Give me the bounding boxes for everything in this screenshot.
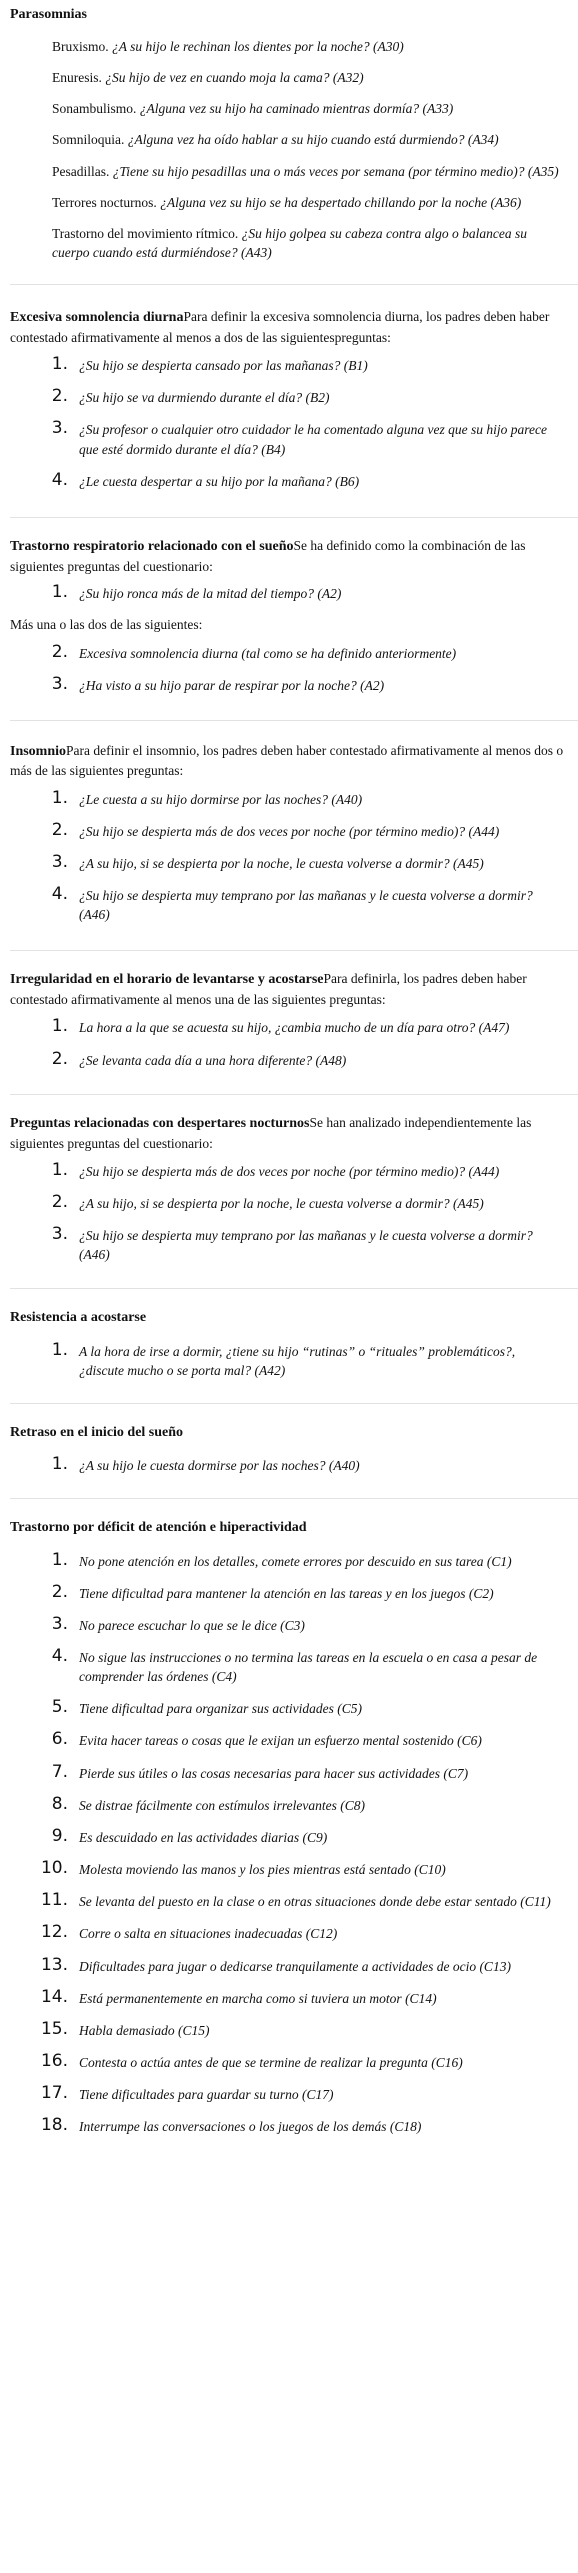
item-number: 1. xyxy=(51,581,68,602)
item-number: 2. xyxy=(51,642,68,663)
list-item xyxy=(10,676,572,695)
item-text: ¿Se levanta cada día a una hora diferente? (A48) xyxy=(79,1052,347,1068)
section-lead xyxy=(10,969,572,1009)
item-text: Excesiva somnolencia diurna (tal como se ha definido anteriormente) xyxy=(79,646,457,662)
item-number: 1. xyxy=(51,1549,68,1570)
item-number: 4. xyxy=(51,469,68,490)
item-number: 1. xyxy=(51,1340,68,1361)
list-item xyxy=(10,1456,572,1475)
item-number: 10. xyxy=(40,1858,68,1879)
item-number: 1. xyxy=(51,1159,68,1180)
list-item xyxy=(10,819,572,841)
item-text: No pone atención en los detalles, comete errores por descuido en sus tarea (C1) xyxy=(79,1553,512,1569)
section-tdah xyxy=(10,1499,578,2137)
list-item xyxy=(10,1613,572,1635)
list-item xyxy=(10,644,572,663)
item-text: Corre o salta en situaciones inadecuadas (C12) xyxy=(79,1926,338,1942)
item-number: 2. xyxy=(51,819,68,840)
list-item xyxy=(10,193,572,212)
item-text: Molesta moviendo las manos y los pies mientras está sentado (C10) xyxy=(79,1862,446,1878)
list-item xyxy=(10,1342,572,1380)
list-item xyxy=(10,1018,572,1037)
item-number: 2. xyxy=(51,1191,68,1212)
section-lead xyxy=(10,741,572,781)
list-item xyxy=(10,1761,572,1783)
section-intro: Para definirla, los padres deben haber contestado afirmativamente al menos una de las siguientes preguntas: xyxy=(10,971,527,1008)
list-item xyxy=(10,2053,572,2072)
item-number: 11. xyxy=(40,1890,68,1911)
item-text: Dificultades para jugar o dedicarse tranquilamente a actividades de ocio (C13) xyxy=(79,1958,511,1974)
item-text: ¿Su hijo ronca más de la mitad del tiempo? (A2) xyxy=(79,585,342,601)
entry-name: Pesadillas. xyxy=(52,163,110,179)
list-item xyxy=(10,2018,572,2040)
list-item xyxy=(10,162,572,181)
item-number: 1. xyxy=(51,354,68,375)
section-title: Excesiva somnolencia diurna xyxy=(10,310,184,326)
item-number: 5. xyxy=(51,1697,68,1718)
section-title: Insomnio xyxy=(10,743,67,759)
section-title: Retraso en el inicio del sueño xyxy=(10,1424,184,1440)
item-number: 3. xyxy=(51,418,68,439)
group-note: Más una o las dos de las siguientes: xyxy=(10,617,203,633)
entry-question: ¿A su hijo le rechinan los dientes por la noche? (A30) xyxy=(112,38,404,54)
item-text: ¿Le cuesta a su hijo dormirse por las noches? (A40) xyxy=(79,791,363,807)
list-item xyxy=(10,1549,572,1571)
numbered-list xyxy=(10,581,572,603)
entry-question: ¿Su hijo de vez en cuando moja la cama? (A32) xyxy=(105,70,364,86)
list-item xyxy=(10,1048,572,1070)
section-respiratorio xyxy=(10,518,578,721)
item-text: A la hora de irse a dormir, ¿tiene su hijo “rutinas” o “rituales” problemáticos?, ¿discute mucho o se porta mal? (A42) xyxy=(79,1344,516,1379)
item-text: ¿Su hijo se despierta muy temprano por las mañanas y le cuesta volverse a dormir? (A46) xyxy=(79,1228,533,1263)
section-intro: Se ha definido como la combinación de las siguientes preguntas del cuestionario: xyxy=(10,537,526,574)
section-title: Preguntas relacionadas con despertares nocturnos xyxy=(10,1115,310,1131)
section-lead xyxy=(10,536,572,576)
entry-question: ¿Alguna vez su hijo ha caminado mientras dormía? (A33) xyxy=(139,101,454,117)
item-text: Se levanta del puesto en la clase o en otras situaciones donde debe estar sentado (C11) xyxy=(79,1894,551,1910)
section-intro: Para definir el insomnio, los padres deben haber contestado afirmativamente al menos dos o más de las siguientes preguntas: xyxy=(10,742,564,779)
list-item xyxy=(10,420,572,458)
section-intro: Para definir la excesiva somnolencia diurna, los padres deben haber contestado afirmativamente al menos a dos de las siguientespreguntas: xyxy=(10,309,550,345)
section-title: Irregularidad en el horario de levantarse y acostarse xyxy=(10,972,324,988)
item-number: 3. xyxy=(51,1613,68,1634)
list-item xyxy=(10,1986,572,2008)
item-number: 4. xyxy=(51,884,68,905)
list-item xyxy=(10,1825,572,1847)
list-item xyxy=(10,68,572,87)
numbered-list xyxy=(10,787,572,925)
section-lead xyxy=(10,307,572,347)
section-intro: Se han analizado independientemente las siguientes preguntas del cuestionario: xyxy=(10,1114,532,1151)
entry-name: Bruxismo. xyxy=(52,38,109,54)
list-item xyxy=(10,1860,572,1879)
item-number: 14. xyxy=(40,1986,68,2007)
item-text: ¿Su hijo se despierta cansado por las mañanas? (B1) xyxy=(79,358,368,374)
entry-name: Enuresis. xyxy=(52,70,102,86)
list-item xyxy=(10,1226,572,1264)
list-item xyxy=(10,1581,572,1603)
section-title: Resistencia a acostarse xyxy=(10,1310,147,1326)
list-item xyxy=(10,1892,572,1911)
item-text: ¿Su hijo se va durmiendo durante el día? (B2) xyxy=(79,390,330,406)
list-item xyxy=(10,1731,572,1750)
section-somnolencia xyxy=(10,285,578,518)
item-number: 1. xyxy=(51,1454,68,1475)
section-lead xyxy=(10,1422,572,1443)
item-number: 9. xyxy=(51,1825,68,1846)
section-title: Trastorno respiratorio relacionado con el sueño xyxy=(10,538,294,554)
item-number: 18. xyxy=(40,2115,68,2136)
item-text: Habla demasiado (C15) xyxy=(79,2022,210,2038)
item-text: ¿Su profesor o cualquier otro cuidador le ha comentado alguna vez que su hijo parece que esté dormido durante el día? (B4) xyxy=(79,422,547,457)
entry-name: Terrores nocturnos. xyxy=(52,194,157,210)
item-number: 12. xyxy=(40,1922,68,1943)
section-title: Trastorno por déficit de atención e hiperactividad xyxy=(10,1519,307,1535)
item-text: ¿Ha visto a su hijo parar de respirar por la noche? (A2) xyxy=(79,678,385,694)
section-irregularidad xyxy=(10,951,578,1094)
item-number: 2. xyxy=(51,386,68,407)
section-lead xyxy=(10,1113,572,1153)
section-despertares xyxy=(10,1095,578,1290)
entry-question: ¿Alguna vez ha oído hablar a su hijo cuando está durmiendo? (A34) xyxy=(127,132,499,148)
entry-name: Sonambulismo. xyxy=(52,101,137,117)
list-item xyxy=(10,224,572,262)
item-number: 2. xyxy=(51,1581,68,1602)
list-item xyxy=(10,37,572,56)
list-item xyxy=(10,1924,572,1943)
numbered-list xyxy=(10,1342,572,1380)
item-text: La hora a la que se acuesta su hijo, ¿cambia mucho de un día para otro? (A47) xyxy=(79,1020,510,1036)
item-number: 1. xyxy=(51,787,68,808)
list-item xyxy=(10,1645,572,1686)
entry-name: Somniloquia. xyxy=(52,132,125,148)
item-text: ¿Su hijo se despierta más de dos veces por noche (por término medio)? (A44) xyxy=(79,1163,500,1179)
numbered-list xyxy=(10,1159,572,1265)
item-text: Se distrae fácilmente con estímulos irrelevantes (C8) xyxy=(79,1797,365,1813)
item-text: Tiene dificultad para mantener la atención en las tareas y en los juegos (C2) xyxy=(79,1585,494,1601)
list-item xyxy=(10,1954,572,1976)
item-number: 4. xyxy=(51,1645,68,1666)
list-item xyxy=(10,886,572,924)
entry-question: ¿Tiene su hijo pesadillas una o más veces por semana (por término medio)? (A35) xyxy=(112,163,559,179)
list-item xyxy=(10,787,572,809)
list-item xyxy=(10,1793,572,1815)
item-number: 6. xyxy=(51,1729,68,1750)
item-number: 3. xyxy=(51,674,68,695)
numbered-list xyxy=(10,1549,572,2137)
item-text: No parece escuchar lo que se le dice (C3) xyxy=(79,1617,305,1633)
item-text: Contesta o actúa antes de que se termine de realizar la pregunta (C16) xyxy=(79,2055,463,2070)
item-text: Evita hacer tareas o cosas que le exijan un esfuerzo mental sostenido (C6) xyxy=(79,1733,482,1749)
item-text: Tiene dificultades para guardar su turno (C17) xyxy=(79,2087,334,2103)
item-text: Está permanentemente en marcha como si tuviera un motor (C14) xyxy=(79,1990,437,2006)
item-text: Tiene dificultad para organizar sus actividades (C5) xyxy=(79,1701,362,1717)
item-text: Es descuidado en las actividades diarias (C9) xyxy=(79,1829,328,1845)
item-text: ¿A su hijo, si se despierta por la noche, le cuesta volverse a dormir? (A45) xyxy=(79,855,484,871)
item-number: 7. xyxy=(51,1761,68,1782)
section-retraso xyxy=(10,1404,578,1499)
item-text: Interrumpe las conversaciones o los juegos de los demás (C18) xyxy=(79,2119,422,2135)
list-item xyxy=(10,356,572,375)
section-lead xyxy=(10,1307,572,1328)
item-number: 17. xyxy=(40,2083,68,2104)
item-text: ¿A su hijo, si se despierta por la noche, le cuesta volverse a dormir? (A45) xyxy=(79,1195,484,1211)
entry-name: Trastorno del movimiento rítmico. xyxy=(52,225,239,241)
item-number: 1. xyxy=(51,1016,68,1037)
numbered-list xyxy=(10,1456,572,1475)
item-number: 3. xyxy=(51,851,68,872)
list-item xyxy=(10,99,572,118)
list-item xyxy=(10,1159,572,1181)
list-item xyxy=(10,1191,572,1213)
entry-question: ¿Alguna vez su hijo se ha despertado chillando por la noche (A36) xyxy=(160,194,522,210)
list-item xyxy=(10,469,572,491)
item-number: 15. xyxy=(40,2018,68,2039)
list-item xyxy=(10,2117,572,2136)
item-text: ¿A su hijo le cuesta dormirse por las noches? (A40) xyxy=(79,1458,360,1474)
numbered-list xyxy=(10,356,572,491)
list-item xyxy=(10,388,572,407)
section-parasomnias xyxy=(10,0,578,285)
item-text: No sigue las instrucciones o no termina las tareas en la escuela o en casa a pesar de comprender las órdenes (C4) xyxy=(79,1649,538,1685)
item-number: 2. xyxy=(51,1048,68,1069)
section-resistencia xyxy=(10,1289,578,1403)
section-lead xyxy=(10,4,572,25)
section-title: Parasomnias xyxy=(10,7,87,22)
numbered-list xyxy=(10,644,572,695)
list-item xyxy=(10,1699,572,1718)
item-number: 8. xyxy=(51,1793,68,1814)
list-item xyxy=(10,2085,572,2104)
numbered-list xyxy=(10,1018,572,1069)
section-lead xyxy=(10,1517,572,1538)
item-text: ¿Su hijo se despierta muy temprano por las mañanas y le cuesta volverse a dormir? (A46) xyxy=(79,888,533,923)
list-item xyxy=(10,581,572,603)
parasomnia-list xyxy=(10,37,572,262)
item-number: 3. xyxy=(51,1224,68,1245)
item-text: Pierde sus útiles o las cosas necesarias para hacer sus actividades (C7) xyxy=(79,1765,469,1781)
list-item xyxy=(10,130,572,149)
item-text: ¿Su hijo se despierta más de dos veces por noche (por término medio)? (A44) xyxy=(79,823,500,839)
section-insomnio xyxy=(10,721,578,952)
entry-question: ¿Su hijo golpea su cabeza contra algo o balancea su cuerpo cuando está durmiéndose? (A43) xyxy=(52,225,527,260)
item-number: 13. xyxy=(40,1954,68,1975)
item-text: ¿Le cuesta despertar a su hijo por la mañana? (B6) xyxy=(79,473,360,489)
list-item xyxy=(10,851,572,873)
item-number: 16. xyxy=(40,2051,68,2071)
